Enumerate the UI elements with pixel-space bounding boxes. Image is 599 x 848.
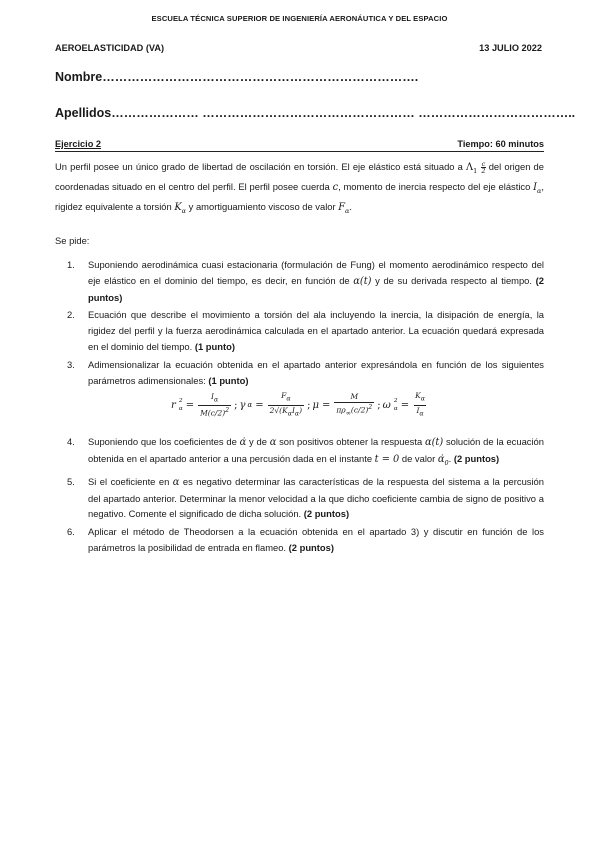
item-points: (1 punto) <box>194 340 235 352</box>
item-math: α <box>172 476 180 488</box>
exercise-title: Ejercicio 2 <box>55 139 101 149</box>
intro-text: y amortiguamiento viscoso de valor <box>186 201 339 213</box>
formula-sub: α <box>178 406 183 413</box>
formula-sub: α <box>419 410 424 418</box>
intro-math: F <box>338 202 346 214</box>
formula-symbol: μ <box>312 399 319 411</box>
question-item-4 <box>55 434 544 471</box>
formula-sub: ∞ <box>345 409 351 417</box>
intro-math: Λ <box>466 162 474 173</box>
formula-sub: α <box>420 395 425 403</box>
item-text: solución de la ecuación obtenida en el apartado anterior a una percusión dada en el instante <box>88 436 544 465</box>
item-number: 3. <box>67 358 75 370</box>
intro-text: del origen de coordenadas situado en el centro del perfil. El perfil posee cuerda <box>55 161 544 193</box>
item-number: 6. <box>67 526 75 538</box>
dimensionless-parameters-formula <box>55 391 544 429</box>
item-text: Suponiendo que los coeficientes de <box>88 436 240 448</box>
formula-den: I <box>416 405 420 415</box>
exam-date: 13 JULIO 2022 <box>479 43 542 53</box>
formula-symbol: γ <box>239 399 246 411</box>
item-math: α̇ <box>437 454 445 466</box>
formula-num: K <box>415 391 421 401</box>
formula-exp: 2 <box>225 407 230 415</box>
intro-math: α <box>537 187 542 196</box>
item-points: (2 puntos) <box>288 542 334 554</box>
item-math: 0 <box>444 459 449 468</box>
question-item-5 <box>55 474 544 522</box>
frac-num: c <box>481 159 486 168</box>
item-text: es negativo determinar las características de la respuesta del sistema a la percusión del apartado anterior. Determinar la menor velocidad a la que dicho coeficiente cambia de signo de positivo a negativo. Comente el significado de dicha solución. <box>88 475 544 520</box>
formula-fraction <box>268 391 304 419</box>
formula-den: M(c/2) <box>200 408 226 418</box>
formula-fraction <box>198 392 231 419</box>
item-text: Adimensionalizar la ecuación obtenida en el apartado anterior expresándola en función de los siguientes parámetros adimensionales: <box>88 358 544 386</box>
item-number: 5. <box>67 475 75 487</box>
formula-sub: α <box>294 410 300 418</box>
question-item-3 <box>55 357 544 389</box>
intro-text: , momento de inercia respecto del eje elástico <box>338 181 534 193</box>
formula-eq: = <box>321 399 331 411</box>
formula-den: (c/2) <box>350 405 369 415</box>
item-text: Ecuación que describe el movimiento a torsión del ala incluyendo la inercia, la disipación de energía, la rigidez del perfil y la fuerza aerodinámica calculada en el apartado anterior. La ecuación quedará expresada en el dominio del tiempo. <box>88 309 544 352</box>
formula-den: πρ <box>336 405 346 415</box>
item-number: 1. <box>67 259 75 270</box>
formula-eq: = <box>400 399 410 411</box>
exercise-time: Tiempo: 60 minutos <box>457 139 544 149</box>
formula-num: M <box>350 391 359 401</box>
intro-math: 1 <box>473 166 478 175</box>
intro-text: . <box>349 201 353 213</box>
problem-statement <box>55 159 544 220</box>
item-text: Suponiendo aerodinámica cuasi estacionaria (formulación de Fung) el momento aerodinámico respecto del eje elástico en el dominio del tiempo, es decir, en función de <box>88 259 544 286</box>
formula-symbol: ω <box>382 399 391 411</box>
intro-text: , rigidez equivalente a torsión <box>55 181 544 213</box>
item-points: (2 puntos) <box>88 274 544 303</box>
formula-sep: ; <box>307 399 311 411</box>
item-points: (2 puntos) <box>453 453 500 465</box>
item-math: α <box>269 437 277 449</box>
formula-eq: = <box>255 399 264 411</box>
formula-sep: ; <box>234 399 238 411</box>
formula-eq: = <box>185 399 195 411</box>
nombre-field: Nombre…………………………………………………………………. <box>55 70 419 84</box>
se-pide-label: Se pide: <box>55 235 90 246</box>
item-math: α(t) <box>353 275 372 287</box>
item-text: y de <box>246 436 270 448</box>
intro-math: c <box>332 182 339 194</box>
question-item-2 <box>55 307 544 354</box>
item-text: son positivos obtener la respuesta <box>276 436 425 448</box>
item-number: 2. <box>67 309 75 321</box>
item-math: α̇ <box>239 437 247 449</box>
question-item-1 <box>55 257 544 305</box>
item-math: α(t) <box>424 437 444 449</box>
formula-sub: α <box>214 396 219 404</box>
formula-den: 2√(K <box>269 405 288 415</box>
item-text: y de su derivada respecto al tiempo. <box>371 274 536 286</box>
exercise-header <box>55 139 544 152</box>
item-text: Aplicar el método de Theodorsen a la ecuación obtenida en el apartado 3) y discutir en función de los parámetros la posibilidad de entrada en flameo. <box>88 526 544 554</box>
formula-sep: ; <box>377 399 381 411</box>
formula-sub: α <box>247 401 253 410</box>
item-text: . <box>448 453 454 465</box>
intro-math: α <box>345 207 350 216</box>
formula-exp: 2 <box>393 398 398 405</box>
formula-exp: 2 <box>178 398 183 405</box>
formula-den: I <box>291 405 295 415</box>
frac-den: 2 <box>481 167 486 176</box>
item-points: (2 puntos) <box>303 508 350 520</box>
formula-fraction <box>334 392 374 419</box>
intro-math: I <box>533 182 537 194</box>
item-number: 4. <box>67 436 75 448</box>
formula-num: F <box>281 391 287 401</box>
item-text: de valor <box>399 453 438 465</box>
intro-text: Un perfil posee un único grado de libertad de oscilación en torsión. El eje elástico está situado a <box>55 161 467 172</box>
school-name: ESCUELA TÉCNICA SUPERIOR DE INGENIERÍA AERONÁUTICA Y DEL ESPACIO <box>151 14 448 23</box>
item-math: t = 0 <box>374 454 400 466</box>
course-name: AEROELASTICIDAD (VA) <box>55 43 165 53</box>
intro-math: α <box>181 207 187 216</box>
apellidos-field: Apellidos………………… …………………………………………… ……………………………….. <box>55 106 576 120</box>
formula-num: I <box>211 391 214 401</box>
formula-exp: 2 <box>368 403 373 411</box>
formula-sub: α <box>286 395 291 403</box>
intro-math: K <box>174 202 182 214</box>
question-list <box>55 257 544 558</box>
formula-symbol: r <box>171 399 176 411</box>
formula-den: ) <box>299 405 303 415</box>
formula-fraction <box>413 391 427 419</box>
question-item-6 <box>55 524 544 556</box>
formula-sub: α <box>287 410 292 418</box>
formula-sub: α <box>393 406 398 413</box>
item-text: Si el coeficiente en <box>88 475 173 487</box>
item-points: (1 punto) <box>208 374 249 386</box>
